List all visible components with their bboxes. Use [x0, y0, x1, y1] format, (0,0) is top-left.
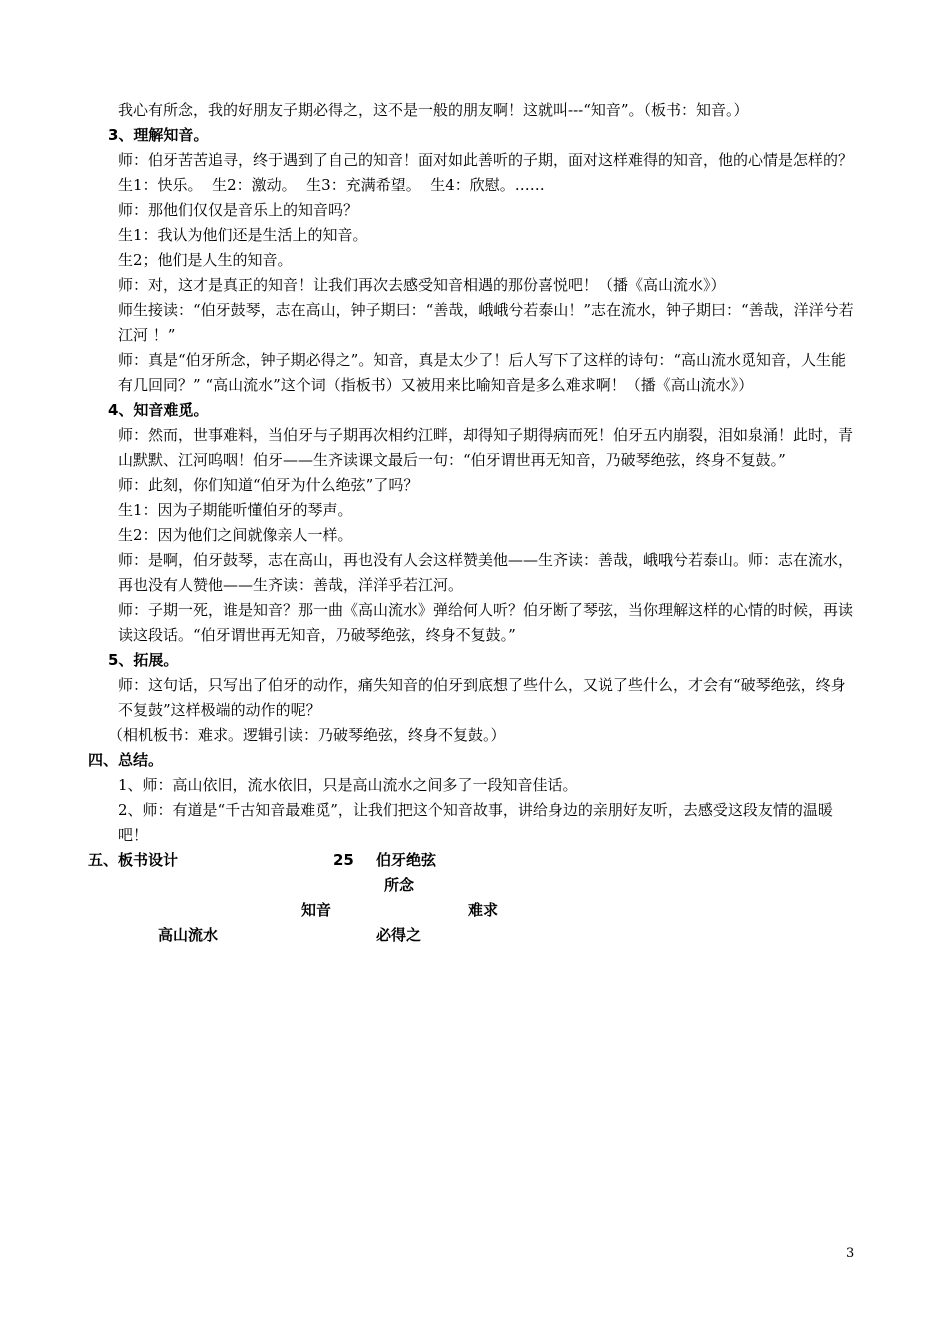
intro-paragraph: 我心有所念，我的好朋友子期必得之，这不是一般的朋友啊！这就叫---“知音”。（板书：知音。） [118, 101, 749, 119]
section-3-paragraph: 师：对，这才是真正的知音！让我们再次去感受知音相遇的那份喜悦吧！（播《高山流水》） [118, 276, 726, 294]
section-4-paragraph: 生2：因为他们之间就像亲人一样。 [118, 526, 353, 544]
section-5-heading: 5、拓展。 [108, 651, 179, 669]
section-3-paragraph: 生1：快乐。 生2：激动。 生3：充满希望。 生4：欣慰。…… [118, 176, 545, 194]
section-4-paragraph: 生1：因为子期能听懂伯牙的琴声。 [118, 501, 353, 519]
section-4-paragraph: 师：然而，世事难料，当伯牙与子期再次相约江畔，却得知子期得病而死！伯牙五内崩裂，泪如泉涌！此时，青山默默、江河呜咽！伯牙——生齐读课文最后一句：“伯牙谓世再无知音，乃破琴绝弦，终身不复鼓。” [118, 426, 854, 469]
board-word-suonian: 所念 [384, 876, 415, 894]
section-3-paragraph: 生1：我认为他们还是生活上的知音。 [118, 226, 368, 244]
section-3-paragraph: 师：真是“伯牙所念，钟子期必得之”。知音，真是太少了！后人写下了这样的诗句：“高山流水觅知音，人生能有几回同？” “高山流水”这个词（指板书）又被用来比喻知音是多么难求啊！（播《高山流水》） [118, 351, 847, 394]
board-word-zhiyin: 知音 [301, 901, 332, 919]
section-4-paragraph: 师：子期一死，谁是知音？那一曲《高山流水》弹给何人听？伯牙断了琴弦，当你理解这样的心情的时候，再读读这段话。“伯牙谓世再无知音，乃破琴绝弦，终身不复鼓。” [118, 601, 854, 644]
summary-paragraph: 2、师：有道是“千古知音最难觅”，让我们把这个知音故事，讲给身边的亲朋好友听，去感受这段友情的温暖吧！ [118, 801, 833, 844]
document-page [88, 98, 858, 958]
section-5-paragraph: 师：这句话，只写出了伯牙的动作，痛失知音的伯牙到底想了些什么，又说了些什么，才会有“破琴绝弦，终身不复鼓”这样极端的动作的呢？ [118, 676, 846, 719]
lesson-number: 25 [333, 851, 354, 869]
page-number: 3 [846, 1246, 855, 1261]
section-3-paragraph: 师：伯牙苦苦追寻，终于遇到了自己的知音！面对如此善听的子期，面对这样难得的知音，他的心情是怎样的？ [118, 151, 854, 169]
section-3-paragraph: 师生接读：“伯牙鼓琴，志在高山，钟子期曰：“善哉，峨峨兮若泰山！”志在流水，钟子期曰：“善哉，洋洋兮若江河 ！” [118, 301, 854, 344]
board-word-nanqiu: 难求 [468, 901, 499, 919]
section-3-paragraph: 师：那他们仅仅是音乐上的知音吗？ [118, 201, 359, 219]
board-design-heading: 五、板书设计 [88, 851, 179, 869]
board-word-bidezhi: 必得之 [376, 926, 422, 944]
lesson-title: 伯牙绝弦 [376, 851, 437, 869]
summary-paragraph: 1、师：高山依旧，流水依旧，只是高山流水之间多了一段知音佳话。 [118, 776, 578, 794]
board-design [88, 848, 858, 958]
section-3-paragraph: 生2；他们是人生的知音。 [118, 251, 293, 269]
section-5-paragraph: （相机板书：难求。逻辑引读：乃破琴绝弦，终身不复鼓。） [108, 726, 506, 744]
section-4-heading: 4、知音难觅。 [108, 401, 209, 419]
section-3-heading: 3、理解知音。 [108, 126, 209, 144]
summary-heading: 四、总结。 [88, 751, 164, 769]
section-4-paragraph: 师：此刻，你们知道“伯牙为什么绝弦”了吗？ [118, 476, 419, 494]
board-word-gaoshanliushui: 高山流水 [158, 926, 219, 944]
section-4-paragraph: 师：是啊，伯牙鼓琴，志在高山，再也没有人会这样赞美他——生齐读：善哉，峨哦兮若泰山。师：志在流水，再也没有人赞他——生齐读：善哉，洋洋乎若江河。 [118, 551, 854, 594]
